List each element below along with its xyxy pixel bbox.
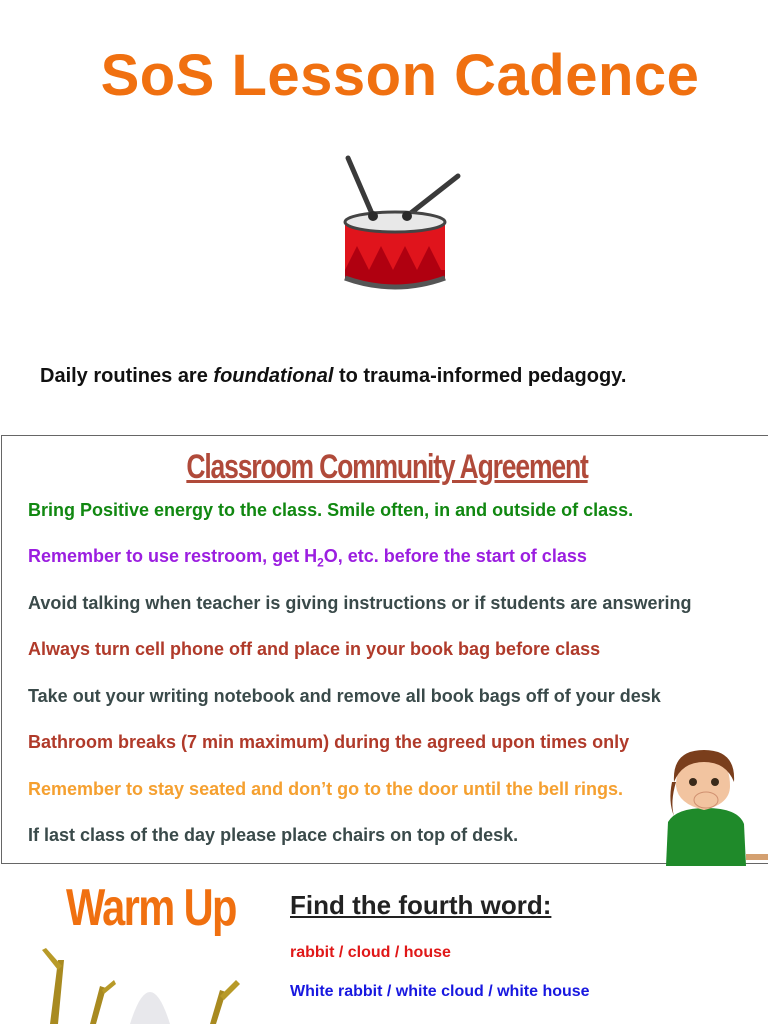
page-title: SoS Lesson Cadence bbox=[100, 43, 700, 108]
agreement-rule: Avoid talking when teacher is giving instructions or if students are answering bbox=[28, 593, 692, 613]
agreement-rule: Remember to use restroom, get $H_2O$, etc. before the start of class bbox=[28, 546, 587, 570]
agreement-rule: Take out your writing notebook and remove all book bags off of your desk bbox=[28, 686, 661, 706]
agreement-rule: If last class of the day please place chairs on top of desk. bbox=[28, 825, 519, 845]
agreement-rule: Bring Positive energy to the class. Smile often, in and outside of class. bbox=[28, 500, 634, 520]
example-line-1: rabbit / cloud / house bbox=[290, 944, 451, 961]
intro-text: Daily routines are foundational to trauma-informed pedagogy. bbox=[40, 365, 627, 387]
agreement-rule: Remember to stay seated and don’t go to the door until the bell rings. bbox=[28, 779, 624, 799]
agreement-rule: Bathroom breaks (7 min maximum) during the agreed upon times only bbox=[28, 732, 630, 752]
agreement-title: Classroom Community Agreement bbox=[186, 448, 588, 486]
example-line-2: White rabbit / white cloud / white house bbox=[290, 983, 590, 1000]
drum-icon bbox=[335, 150, 465, 300]
twigs-image bbox=[30, 940, 290, 1024]
warm-up-title: Warm Up bbox=[66, 879, 236, 937]
girl-thinking-icon bbox=[646, 742, 768, 866]
find-fourth-word-prompt: Find the fourth word: bbox=[290, 890, 552, 920]
agreement-rule: Always turn cell phone off and place in your book bag before class bbox=[28, 639, 601, 659]
